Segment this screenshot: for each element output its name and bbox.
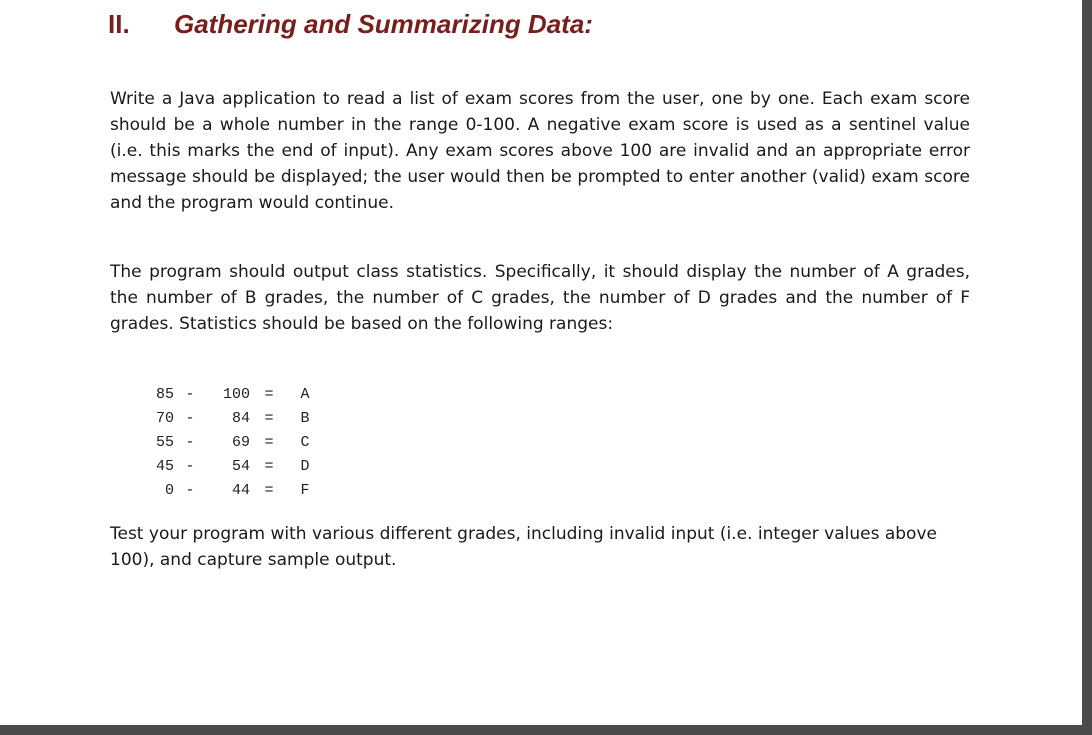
grade-range-row-f bbox=[148, 479, 322, 503]
grade-range-row-d bbox=[148, 455, 322, 479]
section-title: Gathering and Summarizing Data: bbox=[174, 9, 593, 39]
range-dash: - bbox=[185, 458, 195, 475]
section-number: II. bbox=[108, 9, 130, 39]
range-equals: = bbox=[264, 410, 274, 427]
range-dash: - bbox=[185, 386, 195, 403]
grade-range-row-a bbox=[148, 383, 322, 407]
section-heading bbox=[108, 4, 593, 44]
range-low: 45 bbox=[155, 458, 174, 475]
range-high: 100 bbox=[222, 386, 250, 403]
range-high: 84 bbox=[231, 410, 250, 427]
grade-range-row-c bbox=[148, 431, 322, 455]
grade-range-table bbox=[148, 383, 322, 503]
range-equals: = bbox=[264, 482, 274, 499]
range-equals: = bbox=[264, 434, 274, 451]
range-equals: = bbox=[264, 458, 274, 475]
range-grade: F bbox=[300, 482, 310, 499]
range-low: 55 bbox=[155, 434, 174, 451]
range-grade: B bbox=[300, 410, 310, 427]
range-equals: = bbox=[264, 386, 274, 403]
range-grade: A bbox=[300, 386, 310, 403]
testing-paragraph: Test your program with various different grades, including invalid input (i.e. integer values above 100), and capture sample output. bbox=[110, 524, 937, 570]
range-high: 69 bbox=[231, 434, 250, 451]
range-dash: - bbox=[185, 410, 195, 427]
range-grade: C bbox=[300, 434, 310, 451]
range-grade: D bbox=[300, 458, 310, 475]
statistics-paragraph: The program should output class statistics. Specifically, it should display the number of A grades, the number of B grades, the number of C grades, the number of D grades and the number of F grades. Statistics should be based on the following ranges: bbox=[110, 262, 970, 334]
range-low: 85 bbox=[155, 386, 174, 403]
intro-paragraph: Write a Java application to read a list of exam scores from the user, one by one. Each exam score should be a whole number in the range 0-100. A negative exam score is used as a sentinel value (i.e. this marks the end of input). Any exam scores above 100 are invalid and an appropriate error message should be displayed; the user would then be prompted to enter another (valid) exam score and the program would continue. bbox=[110, 89, 970, 213]
range-high: 44 bbox=[231, 482, 250, 499]
range-low: 0 bbox=[164, 482, 174, 499]
range-high: 54 bbox=[231, 458, 250, 475]
range-dash: - bbox=[185, 482, 195, 499]
grade-range-row-b bbox=[148, 407, 322, 431]
range-low: 70 bbox=[155, 410, 174, 427]
range-dash: - bbox=[185, 434, 195, 451]
